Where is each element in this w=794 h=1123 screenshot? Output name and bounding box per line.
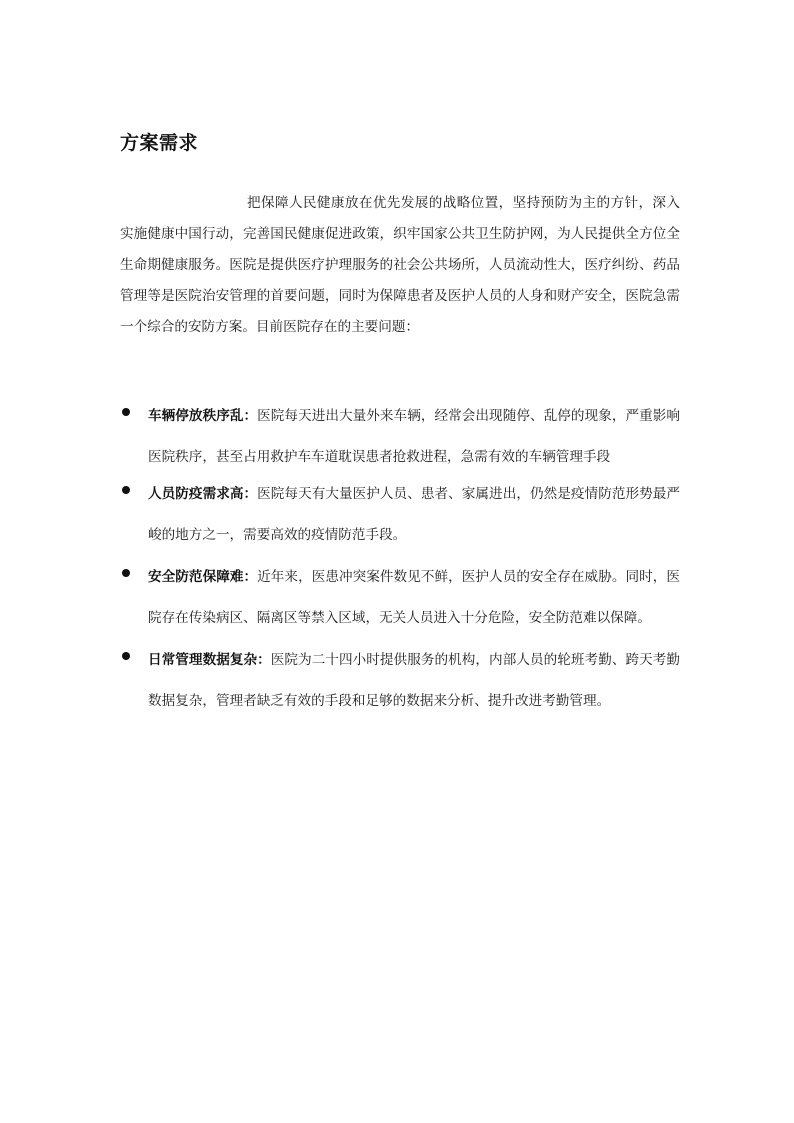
issue-item-attendance-data xyxy=(120,640,680,722)
issue-body: 医院每天进出大量外来车辆，经常会出现随停、乱停的现象，严重影响医院秩序，甚至占用救护车车道耽误患者抢救进程，急需有效的车辆管理手段 xyxy=(148,408,681,465)
issue-item-vehicle-parking xyxy=(120,396,680,478)
issue-body: 医院为二十四小时提供服务的机构，内部人员的轮班考勤、跨天考勤数据复杂，管理者缺乏有效的手段和足够的数据来分析、提升改进考勤管理。 xyxy=(148,652,680,709)
issue-text xyxy=(148,474,680,556)
section-heading: 方案需求 xyxy=(120,132,199,154)
issue-head: 日常管理数据复杂： xyxy=(148,652,271,668)
issue-head: 人员防疫需求高： xyxy=(148,486,258,502)
issue-head: 安全防范保障难： xyxy=(148,569,258,585)
bullet-dot-icon xyxy=(122,652,130,660)
bullet-dot-icon xyxy=(122,569,130,577)
issue-text xyxy=(148,640,680,722)
issue-item-epidemic-prevention xyxy=(120,474,680,556)
issue-head: 车辆停放秩序乱： xyxy=(148,408,258,424)
issue-body: 近年来，医患冲突案件数见不鲜，医护人员的安全存在威胁。同时，医院存在传染病区、隔离区等禁入区域，无关人员进入十分危险，安全防范难以保障。 xyxy=(148,569,681,626)
intro-paragraph: 把保障人民健康放在优先发展的战略位置，坚持预防为主的方针，深入实施健康中国行动，完善国民健康促进政策，织牢国家公共卫生防护网，为人民提供全方位全生命期健康服务。医院是提供医疗护理服务的社会公共场所，人员流动性大，医疗纠纷、药品管理等是医院治安管理的首要问题，同时为保障患者及医护人员的人身和财产安全，医院急需一个综合的安防方案。目前医院存在的主要问题： xyxy=(120,195,680,335)
issue-item-security xyxy=(120,557,680,639)
bullet-dot-icon xyxy=(122,408,130,416)
bullet-dot-icon xyxy=(122,486,130,494)
issue-text xyxy=(148,557,680,639)
issue-text xyxy=(148,396,680,478)
issue-body: 医院每天有大量医护人员、患者、家属进出，仍然是疫情防范形势最严峻的地方之一，需要高效的疫情防范手段。 xyxy=(148,486,681,543)
